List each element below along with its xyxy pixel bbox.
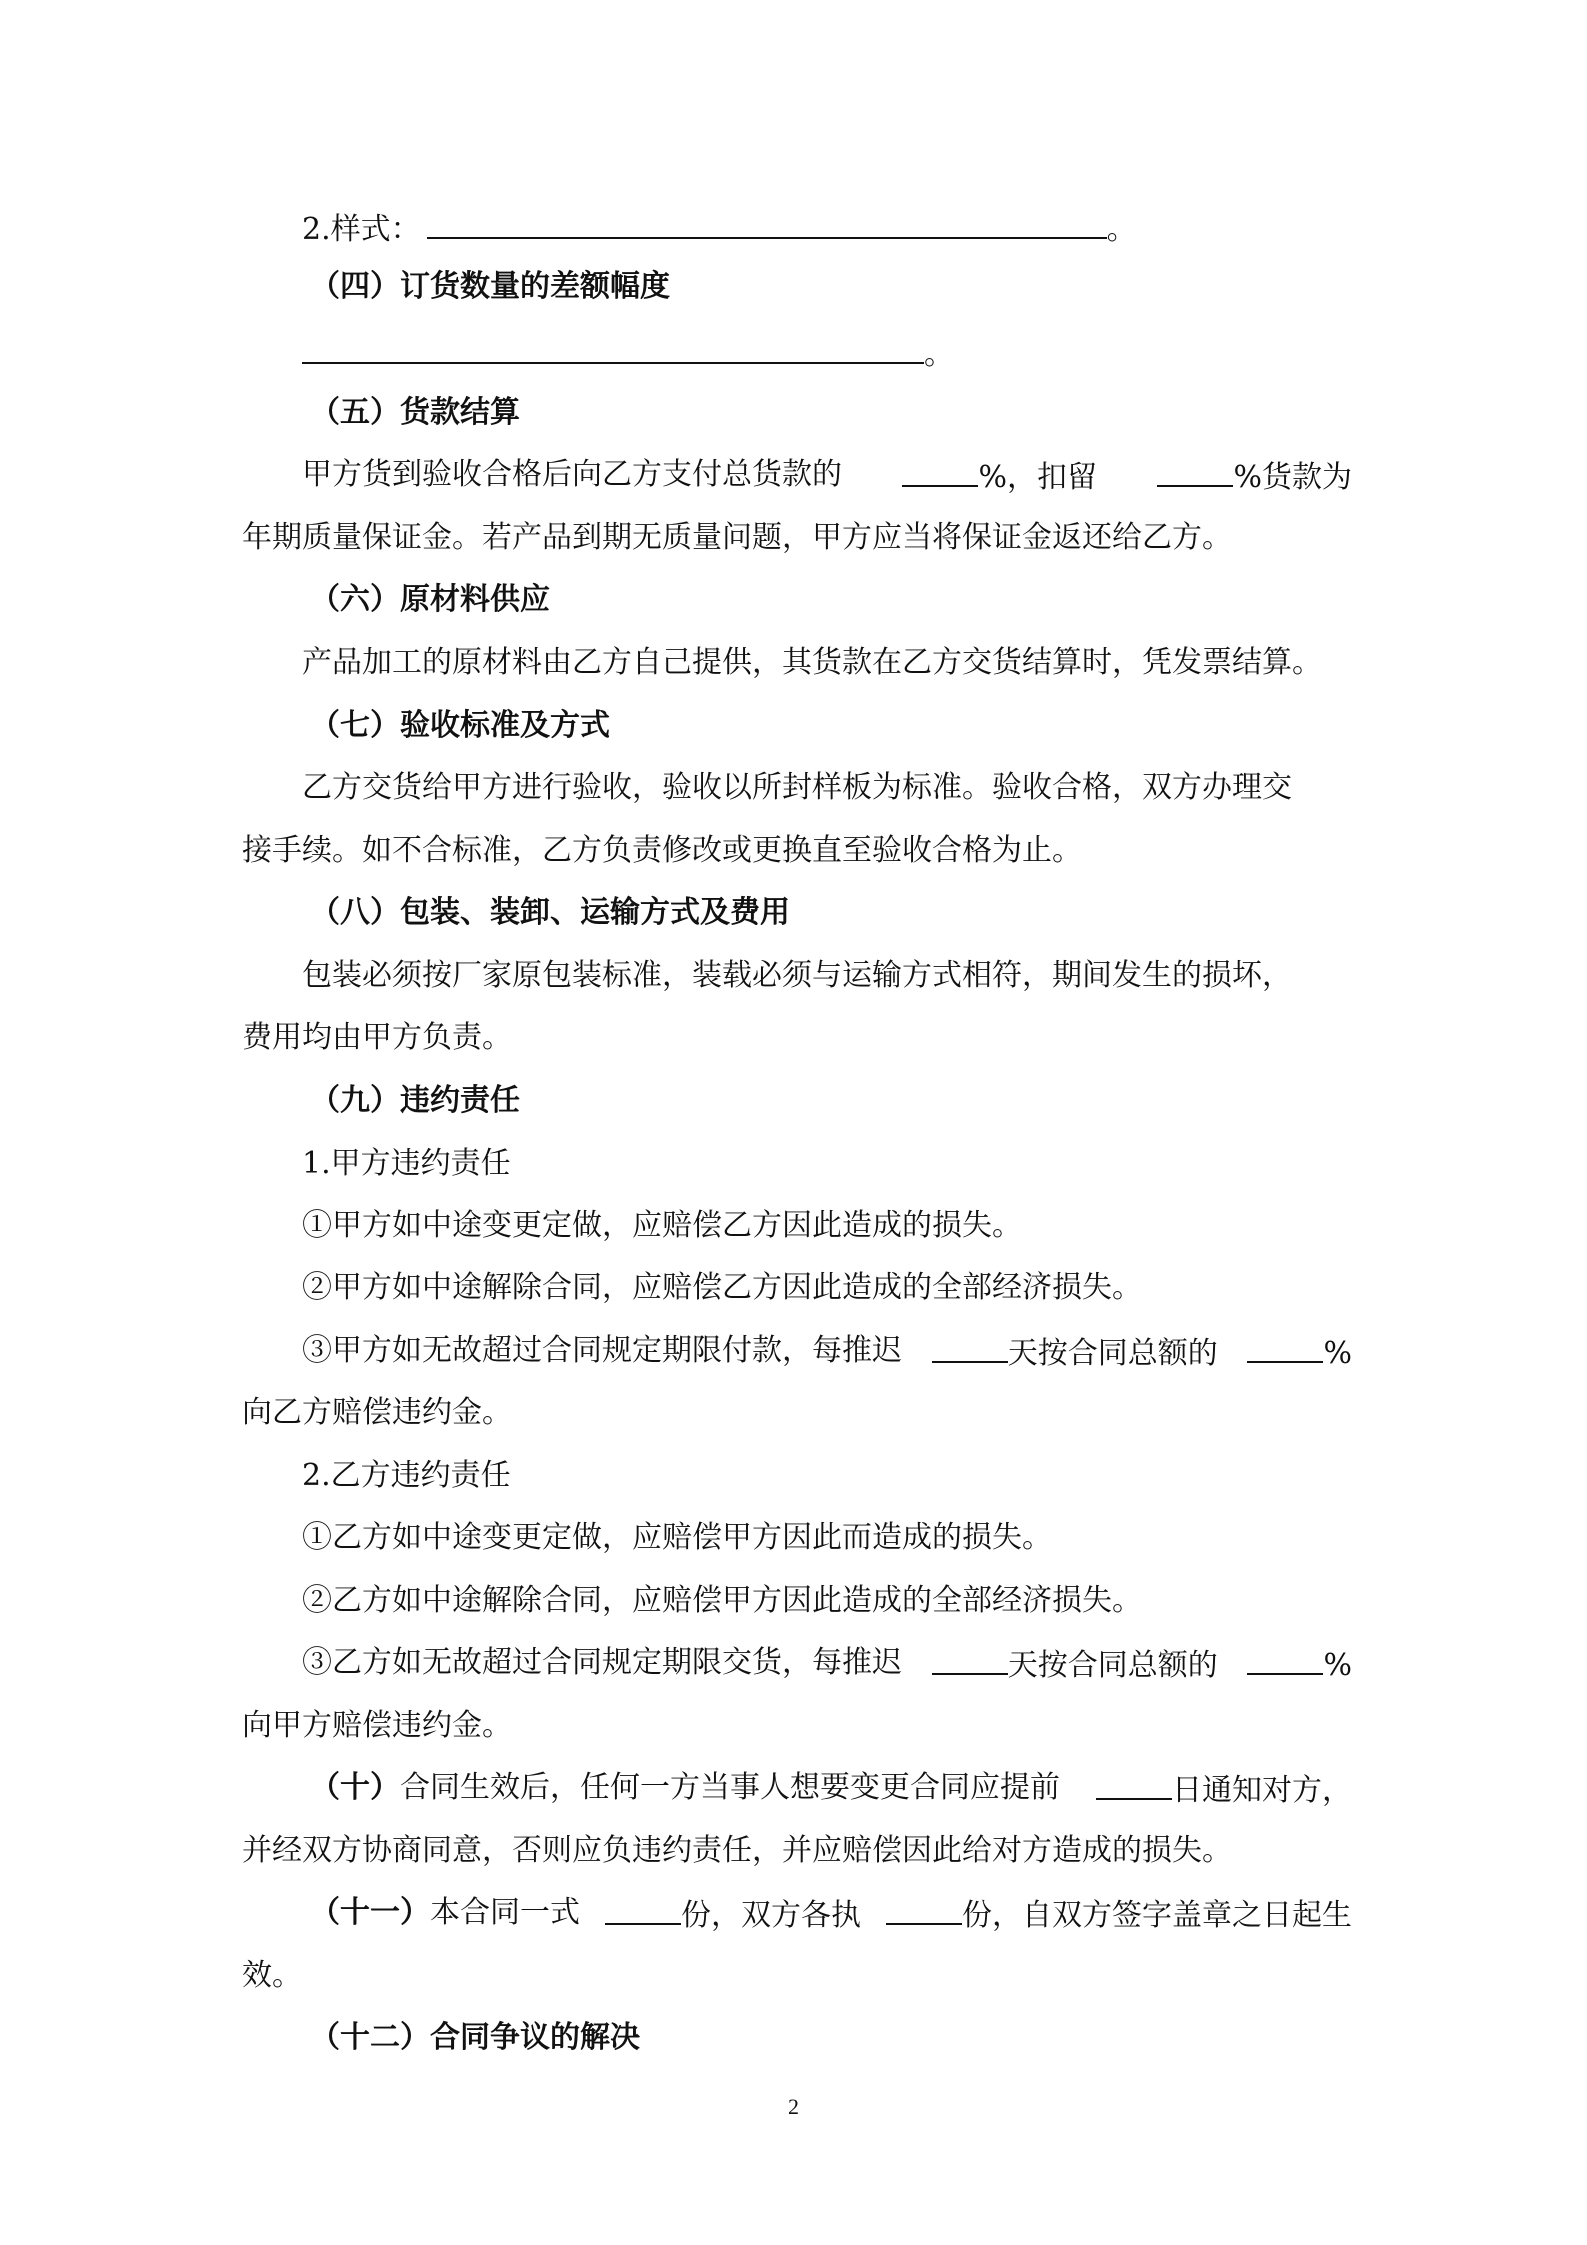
retention-percent-blank bbox=[1157, 455, 1233, 487]
party-a-item-3-text-a: ③甲方如无故超过合同规定期限付款，每推迟 bbox=[302, 1333, 902, 1368]
party-b-item-3-cont: 向甲方赔偿违约金。 bbox=[242, 1708, 512, 1743]
style-end: 。 bbox=[1106, 212, 1137, 247]
packaging-line-1: 包装必须按厂家原包装标准，装载必须与运输方式相符，期间发生的损坏， bbox=[302, 958, 1292, 993]
diff-line bbox=[242, 332, 1412, 375]
party-b-item-3 bbox=[242, 1643, 1412, 1686]
diff-end: 。 bbox=[924, 337, 954, 372]
heading-6: （六）原材料供应 bbox=[310, 582, 550, 617]
party-b-item-3-text-b: 天按合同总额的 bbox=[1007, 1648, 1218, 1683]
payment-percent-blank bbox=[902, 455, 978, 487]
party-b-item-1: ①乙方如中途变更定做，应赔偿甲方因此而造成的损失。 bbox=[302, 1520, 1052, 1555]
copies-total-blank bbox=[605, 1893, 681, 1925]
style-blank bbox=[427, 207, 1107, 239]
party-b-rate-blank bbox=[1247, 1643, 1323, 1675]
party-a-item-3 bbox=[242, 1331, 1412, 1374]
payment-text-b: %，扣留 bbox=[978, 460, 1097, 495]
heading-12: （十二）合同争议的解决 bbox=[310, 2020, 640, 2055]
style-label: 2.样式： bbox=[302, 212, 421, 247]
party-a-item-1: ①甲方如中途变更定做，应赔偿乙方因此造成的损失。 bbox=[302, 1208, 1022, 1243]
clause-10-text-a: 合同生效后，任何一方当事人想要变更合同应提前 bbox=[400, 1770, 1060, 1805]
clause-11-heading: （十一） bbox=[310, 1895, 430, 1930]
clause-11-text-c: 份，自双方签字盖章之日起生 bbox=[962, 1898, 1352, 1933]
page-number: 2 bbox=[788, 2094, 799, 2119]
copies-each-blank bbox=[886, 1893, 962, 1925]
heading-9: （九）违约责任 bbox=[310, 1083, 520, 1118]
clause-10-text-b: 日通知对方， bbox=[1172, 1773, 1352, 1808]
heading-7: （七）验收标准及方式 bbox=[310, 708, 610, 743]
heading-5: （五）货款结算 bbox=[310, 395, 520, 430]
payment-line-1 bbox=[242, 455, 1412, 498]
party-a-item-3-cont: 向乙方赔偿违约金。 bbox=[242, 1395, 512, 1430]
payment-text-a: 甲方货到验收合格后向乙方支付总货款的 bbox=[302, 457, 842, 492]
heading-8: （八）包装、装卸、运输方式及费用 bbox=[310, 895, 790, 930]
party-b-item-3-text-c: % bbox=[1323, 1648, 1352, 1683]
diff-blank bbox=[302, 332, 924, 364]
acceptance-line-1: 乙方交货给甲方进行验收，验收以所封样板为标准。验收合格，双方办理交 bbox=[302, 770, 1292, 805]
party-a-item-2: ②甲方如中途解除合同，应赔偿乙方因此造成的全部经济损失。 bbox=[302, 1270, 1142, 1305]
clause-11-line-1 bbox=[242, 1893, 1420, 1936]
party-b-liability-title: 2.乙方违约责任 bbox=[302, 1458, 511, 1493]
heading-4: （四）订货数量的差额幅度 bbox=[310, 269, 670, 304]
clause-11-line-2: 效。 bbox=[242, 1958, 302, 1993]
acceptance-line-2: 接手续。如不合标准，乙方负责修改或更换直至验收合格为止。 bbox=[242, 833, 1082, 868]
payment-line-2: 年期质量保证金。若产品到期无质量问题，甲方应当将保证金返还给乙方。 bbox=[242, 520, 1232, 555]
style-line bbox=[242, 207, 1412, 250]
party-a-item-3-text-c: % bbox=[1323, 1336, 1352, 1371]
packaging-line-2: 费用均由甲方负责。 bbox=[242, 1020, 512, 1055]
party-a-days-blank bbox=[932, 1331, 1008, 1363]
clause-11-text-a: 本合同一式 bbox=[430, 1895, 580, 1930]
party-a-item-3-text-b: 天按合同总额的 bbox=[1007, 1336, 1218, 1371]
notice-days-blank bbox=[1096, 1768, 1172, 1800]
party-b-days-blank bbox=[932, 1643, 1008, 1675]
party-a-liability-title: 1.甲方违约责任 bbox=[302, 1146, 511, 1181]
party-a-rate-blank bbox=[1247, 1331, 1323, 1363]
party-b-item-2: ②乙方如中途解除合同，应赔偿甲方因此造成的全部经济损失。 bbox=[302, 1583, 1142, 1618]
raw-material-line: 产品加工的原材料由乙方自己提供，其货款在乙方交货结算时，凭发票结算。 bbox=[302, 645, 1322, 680]
party-b-item-3-text-a: ③乙方如无故超过合同规定期限交货，每推迟 bbox=[302, 1645, 902, 1680]
clause-11-text-b: 份，双方各执 bbox=[681, 1898, 861, 1933]
clause-10-line-1 bbox=[242, 1768, 1420, 1811]
payment-text-c: %货款为 bbox=[1233, 460, 1352, 495]
clause-10-line-2: 并经双方协商同意，否则应负违约责任，并应赔偿因此给对方造成的损失。 bbox=[242, 1833, 1232, 1868]
clause-10-heading: （十） bbox=[310, 1770, 400, 1805]
